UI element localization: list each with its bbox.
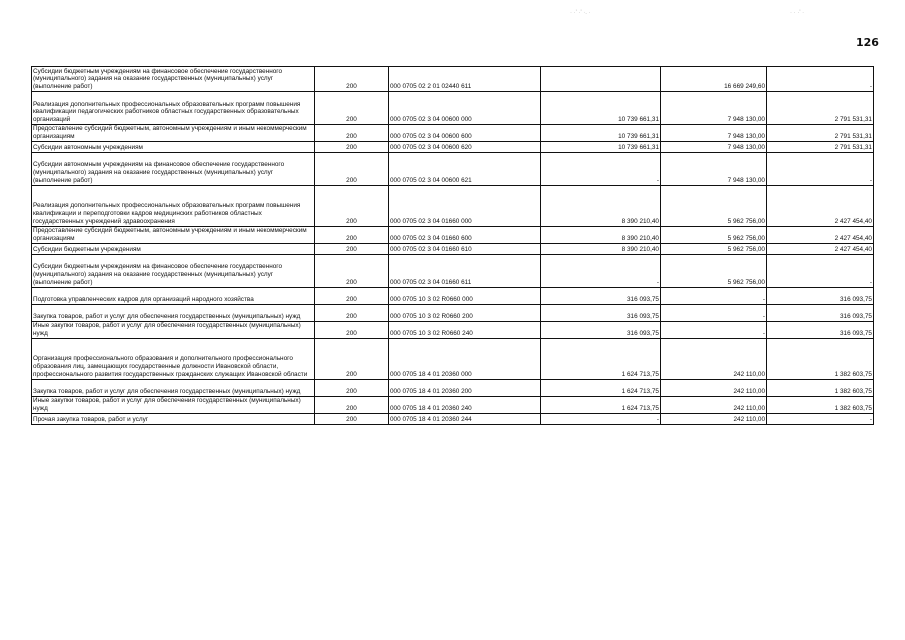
budget-code: 000 0705 10 3 02 R0660 000 (389, 287, 541, 304)
executed-amount: 242 110,00 (661, 413, 767, 424)
budget-code: 000 0705 18 4 01 20360 244 (389, 413, 541, 424)
table-row (32, 141, 874, 152)
line-code: 200 (315, 67, 389, 92)
table-row (32, 304, 874, 321)
row-name: Субсидии бюджетным учреждениям на финансовое обеспечение государственного (муниципального) задания на оказание государственных (муниципальных) услуг (выполнение работ) (32, 254, 315, 287)
unexecuted-amount: - (767, 413, 874, 424)
unexecuted-amount: - (767, 254, 874, 287)
unexecuted-amount: 2 427 454,40 (767, 226, 874, 243)
executed-amount: 5 962 756,00 (661, 254, 767, 287)
approved-amount: 1 624 713,75 (541, 379, 661, 396)
budget-code: 000 0705 02 3 04 00600 000 (389, 92, 541, 125)
unexecuted-amount: 1 382 603,75 (767, 379, 874, 396)
line-code: 200 (315, 396, 389, 413)
line-code: 200 (315, 254, 389, 287)
approved-amount: 8 390 210,40 (541, 185, 661, 226)
scan-noise: · ·' ·' ·. · (570, 10, 591, 16)
unexecuted-amount: 2 791 531,31 (767, 92, 874, 125)
budget-code: 000 0705 10 3 02 R0660 200 (389, 304, 541, 321)
table-row (32, 413, 874, 424)
executed-amount: - (661, 304, 767, 321)
approved-amount: - (541, 152, 661, 185)
budget-code: 000 0705 18 4 01 20360 240 (389, 396, 541, 413)
table-row (32, 287, 874, 304)
line-code: 200 (315, 152, 389, 185)
executed-amount: 5 962 756,00 (661, 243, 767, 254)
budget-code: 000 0705 02 3 04 00600 600 (389, 125, 541, 142)
table-row (32, 67, 874, 92)
row-name: Закупка товаров, работ и услуг для обеспечения государственных (муниципальных) нужд (32, 379, 315, 396)
approved-amount: 10 739 661,31 (541, 92, 661, 125)
executed-amount: 5 962 756,00 (661, 226, 767, 243)
row-name: Предоставление субсидий бюджетным, автономным учреждениям и иным некоммерческим организациям (32, 226, 315, 243)
row-name: Прочая закупка товаров, работ и услуг (32, 413, 315, 424)
row-name: Иные закупки товаров, работ и услуг для обеспечения государственных (муниципальных) нужд (32, 396, 315, 413)
line-code: 200 (315, 379, 389, 396)
approved-amount: 10 739 661,31 (541, 125, 661, 142)
budget-code: 000 0705 02 3 04 00600 621 (389, 152, 541, 185)
approved-amount: 316 093,75 (541, 321, 661, 338)
row-name: Организация профессионального образования и дополнительного профессионального образования лиц, замещающих государственные должности Ивановской области, профессионального развития государственных гражданских служащих Ивановской области (32, 338, 315, 379)
table-row (32, 92, 874, 125)
budget-code: 000 0705 02 3 04 01660 610 (389, 243, 541, 254)
approved-amount: 1 624 713,75 (541, 396, 661, 413)
row-name: Закупка товаров, работ и услуг для обеспечения государственных (муниципальных) нужд (32, 304, 315, 321)
budget-code: 000 0705 02 2 01 02440 611 (389, 67, 541, 92)
unexecuted-amount: 1 382 603,75 (767, 338, 874, 379)
unexecuted-amount: 316 093,75 (767, 304, 874, 321)
unexecuted-amount: 316 093,75 (767, 287, 874, 304)
budget-code: 000 0705 18 4 01 20360 200 (389, 379, 541, 396)
table-row (32, 152, 874, 185)
unexecuted-amount: 1 382 603,75 (767, 396, 874, 413)
budget-code: 000 0705 02 3 04 00600 620 (389, 141, 541, 152)
budget-code: 000 0705 02 3 04 01660 600 (389, 226, 541, 243)
row-name: Предоставление субсидий бюджетным, автономным учреждениям и иным некоммерческим организациям (32, 125, 315, 142)
table-row (32, 321, 874, 338)
approved-amount: - (541, 413, 661, 424)
approved-amount: 316 093,75 (541, 287, 661, 304)
row-name: Реализация дополнительных профессиональных образовательных программ повышения квалификации педагогических работников областных государственных образовательных организаций (32, 92, 315, 125)
executed-amount: 16 669 249,60 (661, 67, 767, 92)
line-code: 200 (315, 141, 389, 152)
executed-amount: - (661, 287, 767, 304)
budget-code: 000 0705 02 3 04 01660 000 (389, 185, 541, 226)
line-code: 200 (315, 125, 389, 142)
executed-amount: 5 962 756,00 (661, 185, 767, 226)
page-number: 126 (856, 36, 879, 49)
executed-amount: 7 948 130,00 (661, 92, 767, 125)
row-name: Субсидии автономным учреждениям (32, 141, 315, 152)
row-name: Субсидии бюджетным учреждениям (32, 243, 315, 254)
table-row (32, 185, 874, 226)
row-name: Субсидии бюджетным учреждениям на финансовое обеспечение государственного (муниципального) задания на оказание государственных (муниципальных) услуг (выполнение работ) (32, 67, 315, 92)
line-code: 200 (315, 185, 389, 226)
scan-noise: · · ·' · (790, 10, 805, 16)
executed-amount: 242 110,00 (661, 396, 767, 413)
unexecuted-amount: - (767, 152, 874, 185)
line-code: 200 (315, 413, 389, 424)
line-code: 200 (315, 226, 389, 243)
approved-amount: - (541, 254, 661, 287)
budget-code: 000 0705 18 4 01 20360 000 (389, 338, 541, 379)
line-code: 200 (315, 321, 389, 338)
table-row (32, 396, 874, 413)
row-name: Субсидии автономным учреждениям на финансовое обеспечение государственного (муниципального) задания на оказание государственных (муниципальных) услуг (выполнение работ) (32, 152, 315, 185)
table-row (32, 338, 874, 379)
unexecuted-amount: - (767, 67, 874, 92)
line-code: 200 (315, 304, 389, 321)
row-name: Подготовка управленческих кадров для организаций народного хозяйства (32, 287, 315, 304)
table-row (32, 379, 874, 396)
executed-amount: 7 948 130,00 (661, 152, 767, 185)
table-row (32, 243, 874, 254)
row-name: Реализация дополнительных профессиональных образовательных программ повышения квалификации и переподготовки кадров медицинских работников областных государственных учреждений здравоохранения (32, 185, 315, 226)
executed-amount: 7 948 130,00 (661, 141, 767, 152)
line-code: 200 (315, 92, 389, 125)
approved-amount: 8 390 210,40 (541, 226, 661, 243)
approved-amount (541, 67, 661, 92)
approved-amount: 1 624 713,75 (541, 338, 661, 379)
line-code: 200 (315, 243, 389, 254)
line-code: 200 (315, 287, 389, 304)
row-name: Иные закупки товаров, работ и услуг для обеспечения государственных (муниципальных) нужд (32, 321, 315, 338)
executed-amount: 242 110,00 (661, 338, 767, 379)
approved-amount: 10 739 661,31 (541, 141, 661, 152)
table-row (32, 254, 874, 287)
executed-amount: - (661, 321, 767, 338)
unexecuted-amount: 2 791 531,31 (767, 141, 874, 152)
approved-amount: 8 390 210,40 (541, 243, 661, 254)
budget-code: 000 0705 02 3 04 01660 611 (389, 254, 541, 287)
unexecuted-amount: 316 093,75 (767, 321, 874, 338)
approved-amount: 316 093,75 (541, 304, 661, 321)
budget-code: 000 0705 10 3 02 R0660 240 (389, 321, 541, 338)
line-code: 200 (315, 338, 389, 379)
unexecuted-amount: 2 427 454,40 (767, 243, 874, 254)
unexecuted-amount: 2 427 454,40 (767, 185, 874, 226)
unexecuted-amount: 2 791 531,31 (767, 125, 874, 142)
table-row (32, 226, 874, 243)
table-row (32, 125, 874, 142)
budget-execution-table (31, 66, 874, 425)
executed-amount: 7 948 130,00 (661, 125, 767, 142)
executed-amount: 242 110,00 (661, 379, 767, 396)
